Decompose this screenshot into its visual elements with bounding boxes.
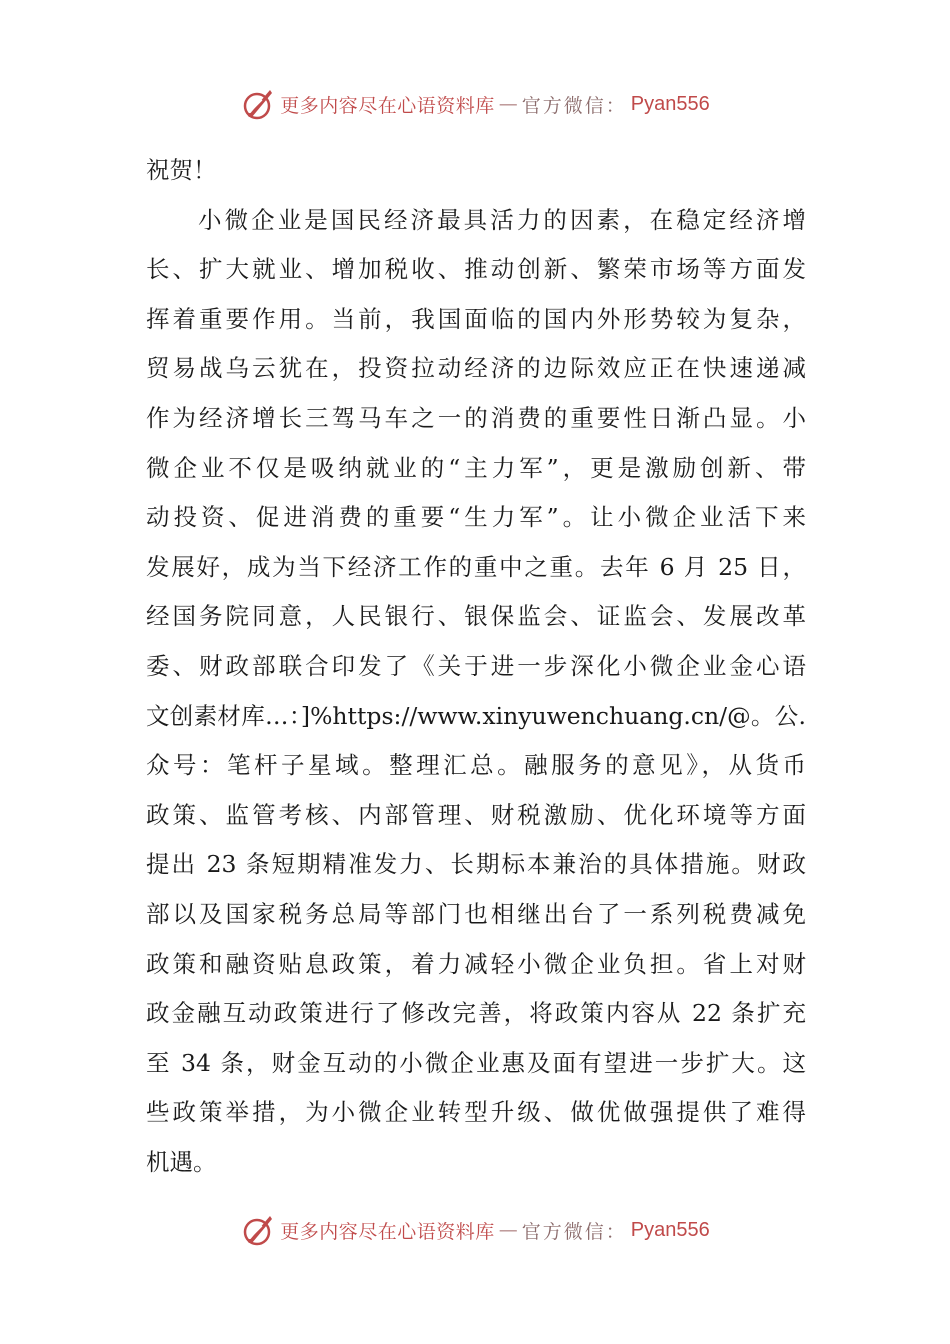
body-line: 部以及国家税务总局等部门也相继出台了一系列税费减免	[146, 899, 806, 928]
banner-separator: —	[498, 1219, 518, 1241]
body-line: 文创素材库…：]%https://www.xinyuwenchuang.cn/@。公.	[146, 701, 806, 730]
body-line: 机遇。	[146, 1147, 217, 1176]
body-line: 挥着重要作用。当前，我国面临的国内外形势较为复杂，	[146, 304, 806, 333]
body-line: 委、财政部联合印发了《关于进一步深化小微企业金心语	[146, 651, 806, 680]
banner-main-text: 更多内容尽在心语资料库	[280, 94, 495, 117]
body-line: 作为经济增长三驾马车之一的消费的重要性日渐凸显。小	[146, 403, 806, 432]
quill-logo-icon	[240, 86, 276, 122]
body-line: 长、扩大就业、增加税收、推动创新、繁荣市场等方面发	[146, 255, 806, 284]
body-line: 些政策举措，为小微企业转型升级、做优做强提供了难得	[146, 1098, 806, 1127]
banner-wechat-id: Pyan556	[630, 1218, 710, 1241]
body-line: 发展好，成为当下经济工作的重中之重。去年 6 月 25 日，	[146, 552, 806, 581]
footer-banner-inner	[240, 1212, 710, 1248]
body-line: 动投资、促进消费的重要“生力军”。让小微企业活下来	[146, 503, 806, 532]
body-line: 提出 23 条短期精准发力、长期标本兼治的具体措施。财政	[146, 850, 806, 879]
body-line: 祝贺！	[146, 156, 217, 184]
document-body	[146, 146, 806, 1187]
header-banner	[0, 82, 950, 126]
quill-logo-icon	[240, 1212, 276, 1248]
banner-main-text: 更多内容尽在心语资料库	[280, 1220, 495, 1243]
footer-banner	[0, 1208, 950, 1252]
body-line: 政策、监管考核、内部管理、财税激励、优化环境等方面	[146, 800, 806, 829]
body-line: 经国务院同意，人民银行、银保监会、证监会、发展改革	[146, 602, 806, 631]
body-line: 政策和融资贴息政策，着力减轻小微企业负担。省上对财	[146, 949, 806, 978]
body-line: 贸易战乌云犹在，投资拉动经济的边际效应正在快速递减	[146, 354, 806, 383]
banner-wechat-id: Pyan556	[630, 92, 710, 115]
body-line: 众号：笔杆子星域。整理汇总。融服务的意见》，从货币	[146, 751, 806, 780]
banner-separator: —	[498, 93, 518, 115]
body-line: 政金融互动政策进行了修改完善，将政策内容从 22 条扩充	[146, 999, 806, 1028]
body-line: 微企业不仅是吸纳就业的“主力军”，更是激励创新、带	[146, 453, 806, 482]
body-line: 至 34 条，财金互动的小微企业惠及面有望进一步扩大。这	[146, 1048, 806, 1077]
header-banner-inner	[240, 86, 710, 122]
banner-wechat-label: 官方微信：	[521, 94, 627, 117]
banner-wechat-label: 官方微信：	[521, 1220, 627, 1243]
body-line: 小微企业是国民经济最具活力的因素，在稳定经济增	[198, 205, 806, 234]
